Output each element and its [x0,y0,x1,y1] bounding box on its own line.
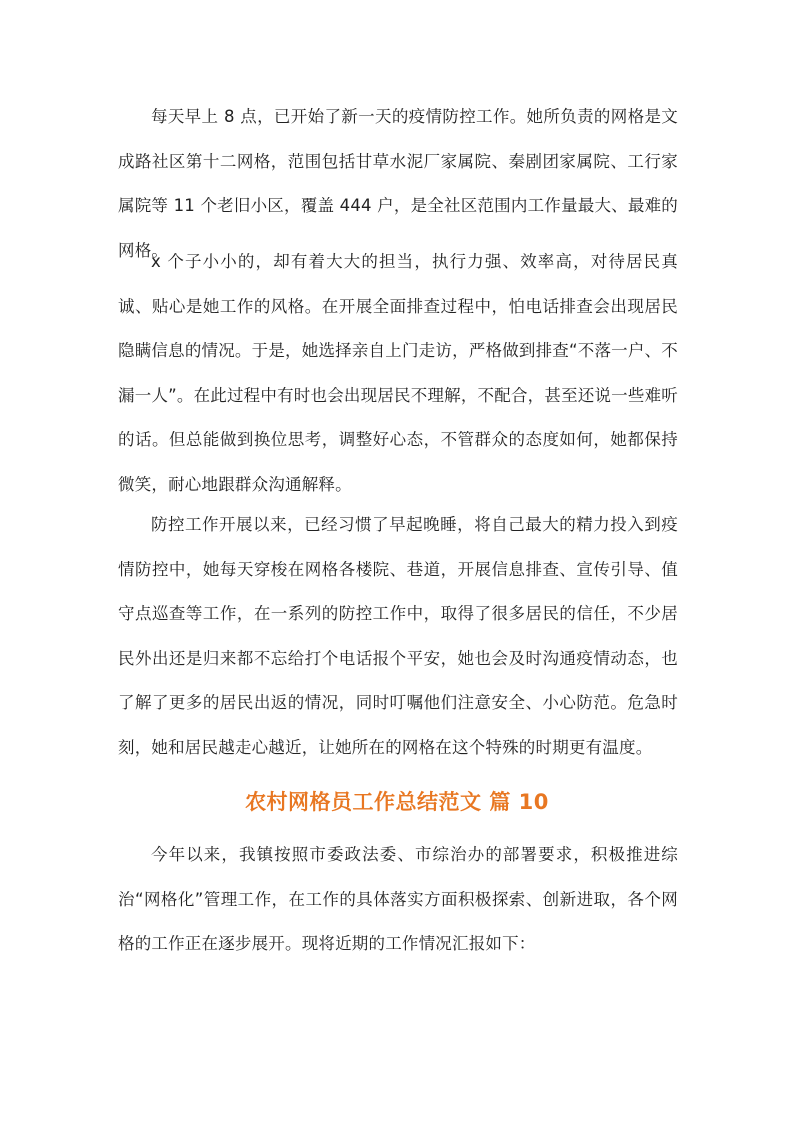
paragraph-3: 防控工作开展以来，已经习惯了早起晚睡，将自己最大的精力投入到疫情防控中，她每天穿梭在网格各楼院、巷道，开展信息排查、宣传引导、值守点巡查等工作，在一系列的防控工作中，取得了很多居民的信任，不少居民外出还是归来都不忘给打个电话报个平安，她也会及时沟通疫情动态，也了解了更多的居民出返的情况，同时叮嘱他们注意安全、小心防范。危急时刻，她和居民越走心越近，让她所在的网格在这个特殊的时期更有温度。 [118,515,678,757]
paragraph-1: 每天早上 8 点，已开始了新一天的疫情防控工作。她所负责的网格是文成路社区第十二网格，范围包括甘草水泥厂家属院、秦剧团家属院、工行家属院等 11 个老旧小区，覆盖 444 户，是全社区范围内工作量最大、最难的网格。 [118,107,678,260]
section-paragraph: 今年以来，我镇按照市委政法委、市综治办的部署要求，积极推进综治“网格化”管理工作，在工作的具体落实方面积极探索、创新进取，各个网格的工作正在逐步展开。现将近期的工作情况汇报如下： [118,845,678,953]
section-heading: 农村网格员工作总结范文 篇 10 [245,790,549,814]
paragraph-2: x 个子小小的，却有着大大的担当，执行力强、效率高，对待居民真诚、贴心是她工作的风格。在开展全面排查过程中，怕电话排查会出现居民隐瞒信息的情况。于是，她选择亲自上门走访，严格做到排查“不落一户、不漏一人”。在此过程中有时也会出现居民不理解，不配合，甚至还说一些难听的话。但总能做到换位思考，调整好心态，不管群众的态度如何，她都保持微笑，耐心地跟群众沟通解释。 [118,252,678,494]
